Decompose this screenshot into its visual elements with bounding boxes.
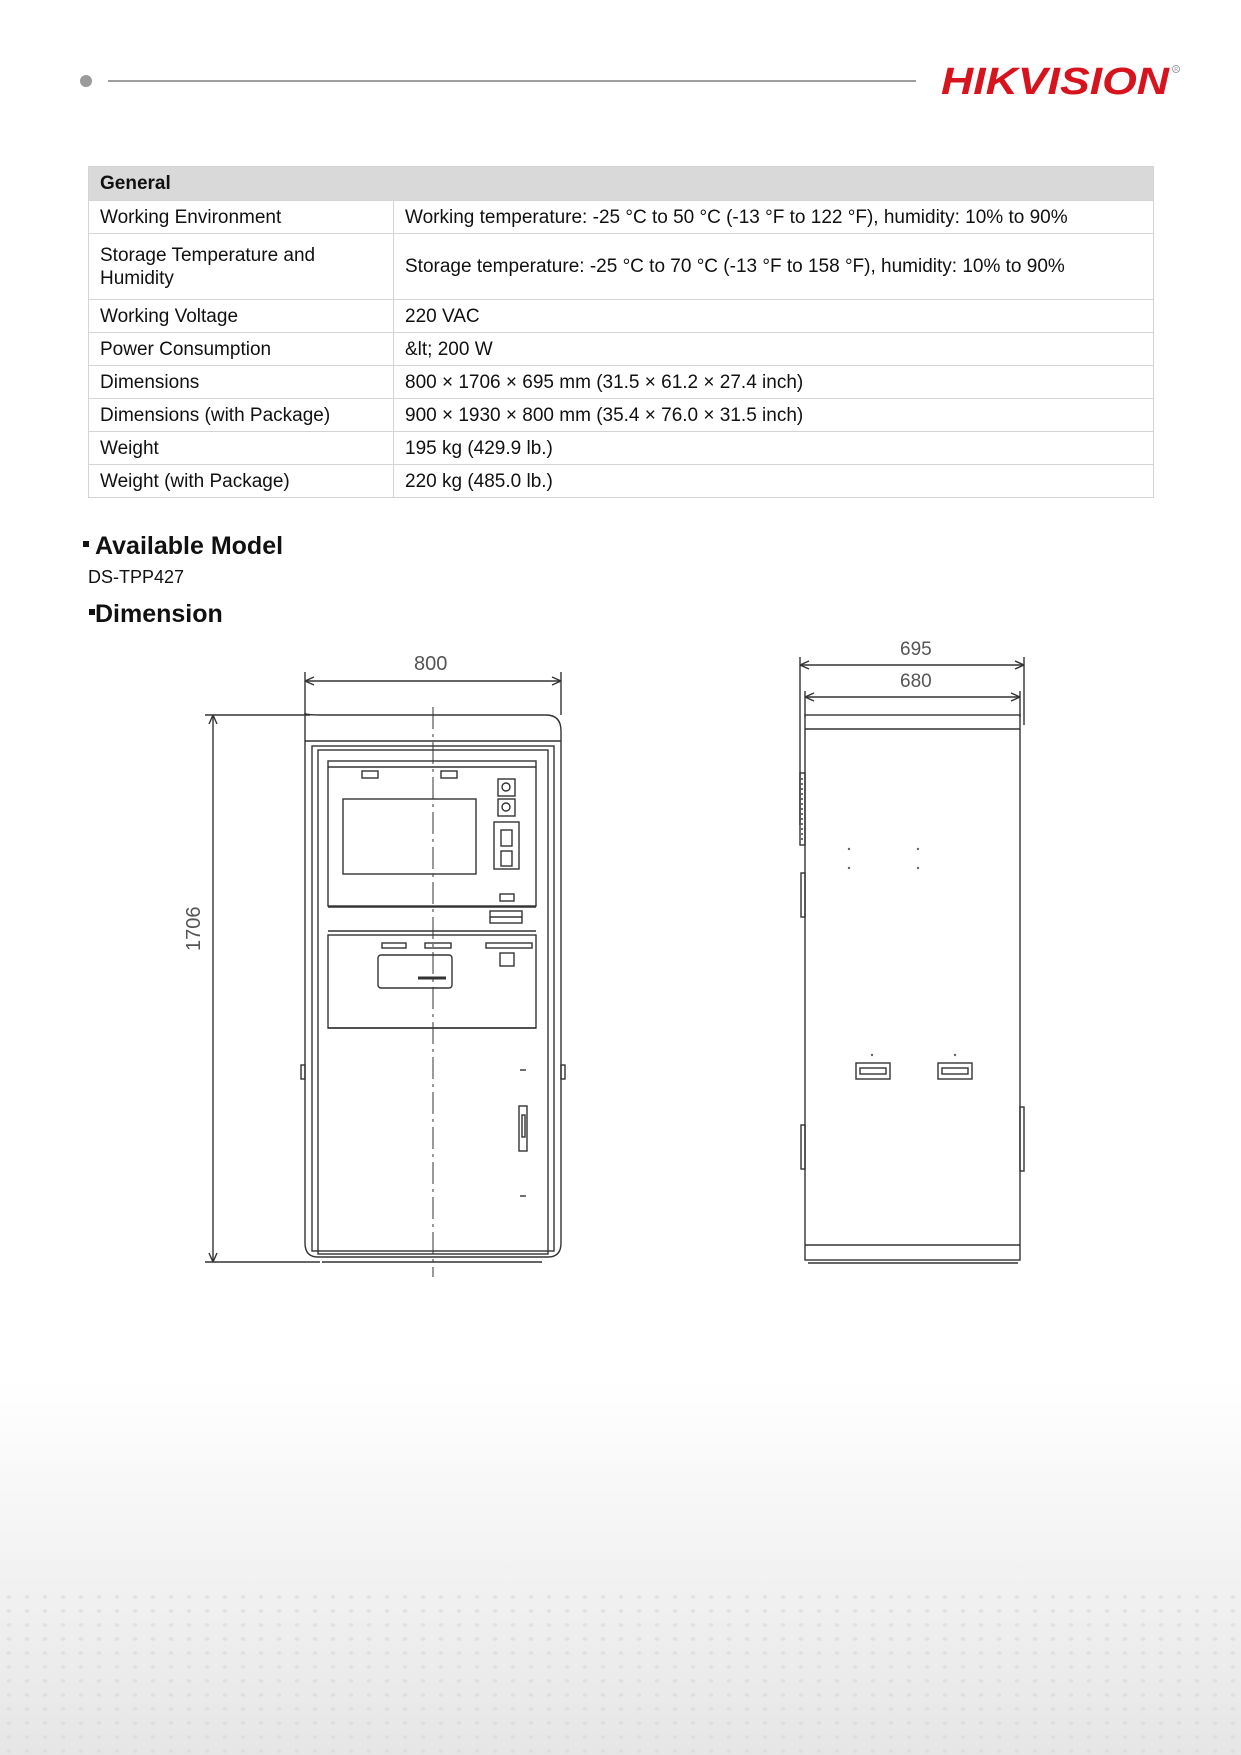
model-number: DS-TPP427 xyxy=(88,567,185,587)
spec-label: Working Voltage xyxy=(89,300,394,333)
table-row xyxy=(89,465,1154,498)
logo-text: HIKVISION xyxy=(941,61,1171,102)
table-row xyxy=(89,399,1154,432)
general-spec-table xyxy=(88,166,1154,498)
spec-label: Working Environment xyxy=(89,201,394,234)
width-dimension-label: 800 xyxy=(414,653,448,675)
spec-value: 195 kg (429.9 lb.) xyxy=(394,432,1154,465)
front-view xyxy=(183,653,565,1277)
spec-value: &lt; 200 W xyxy=(394,333,1154,366)
bullet-icon xyxy=(83,541,89,547)
table-row xyxy=(89,201,1154,234)
svg-text:R: R xyxy=(1174,67,1179,73)
spec-value: 220 VAC xyxy=(394,300,1154,333)
section-label: General xyxy=(89,167,1154,201)
table-row xyxy=(89,432,1154,465)
spec-label: Power Consumption xyxy=(89,333,394,366)
header-rule xyxy=(108,80,916,82)
spec-label: Dimensions xyxy=(89,366,394,399)
spec-label: Weight (with Package) xyxy=(89,465,394,498)
available-model-heading xyxy=(83,532,283,561)
dimension-drawing xyxy=(150,625,1050,1285)
spec-value: Storage temperature: -25 °C to 70 °C (-13 °F to 158 °F), humidity: 10% to 90% xyxy=(394,234,1154,300)
side-view xyxy=(800,639,1024,1263)
table-row xyxy=(89,300,1154,333)
header-dot xyxy=(80,75,92,87)
spec-value: Working temperature: -25 °C to 50 °C (-13 °F to 122 °F), humidity: 10% to 90% xyxy=(394,201,1154,234)
inner-depth-dimension-label: 680 xyxy=(900,671,932,692)
spec-label: Weight xyxy=(89,432,394,465)
table-section-header xyxy=(89,167,1154,201)
spec-label: Dimensions (with Package) xyxy=(89,399,394,432)
background-dot-pattern xyxy=(0,1590,1241,1755)
heading-text: Dimension xyxy=(95,600,223,628)
spec-label: Storage Temperature and Humidity xyxy=(89,234,394,300)
bullet-icon xyxy=(89,609,95,615)
hikvision-logo xyxy=(941,60,1181,102)
table-row xyxy=(89,366,1154,399)
table-row xyxy=(89,234,1154,300)
spec-value: 800 × 1706 × 695 mm (31.5 × 61.2 × 27.4 inch) xyxy=(394,366,1154,399)
heading-text: Available Model xyxy=(95,532,284,560)
spec-value: 220 kg (485.0 lb.) xyxy=(394,465,1154,498)
height-dimension-label: 1706 xyxy=(183,906,205,951)
table-row xyxy=(89,333,1154,366)
depth-dimension-label: 695 xyxy=(900,639,932,660)
spec-value: 900 × 1930 × 800 mm (35.4 × 76.0 × 31.5 inch) xyxy=(394,399,1154,432)
